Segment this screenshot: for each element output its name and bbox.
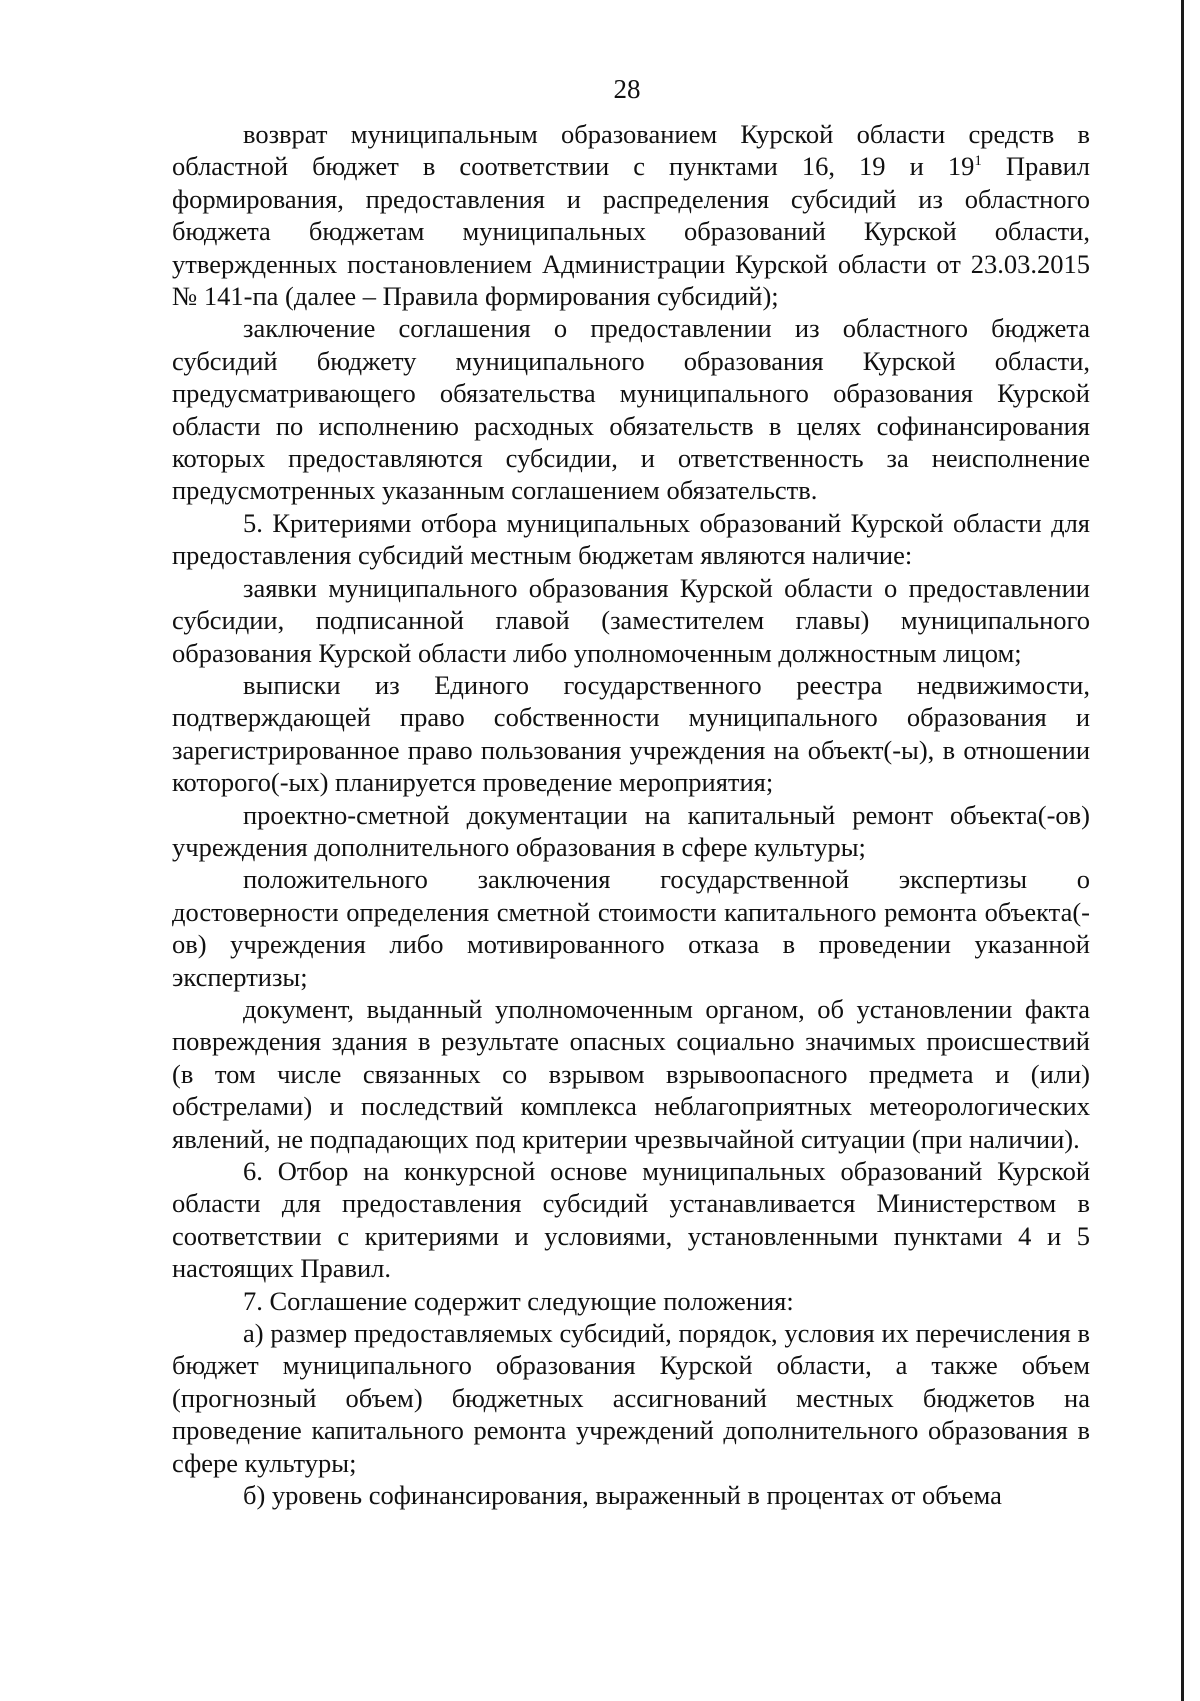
paragraph-11: а) размер предоставляемых субсидий, порядок, условия их перечисления в бюджет муниципального образования Курской области, а также объем (прогнозный объем) бюджетных ассигнований местных бюджетов на проведение капитального ремонта учреждений дополнительного образования в сфере культуры;: [172, 1318, 1090, 1478]
scan-edge-line: [1181, 0, 1184, 1701]
paragraph-8: документ, выданный уполномоченным органом, об установлении факта повреждения здания в результате опасных социально значимых происшествий (в том числе связанных со взрывом взрывоопасного предмета и (или) обстрелами) и последствий комплекса неблагоприятных метеорологических явлений, не подпадающих под критерии чрезвычайной ситуации (при наличии).: [172, 993, 1090, 1154]
paragraph-1-text: возврат муниципальным образованием Курской области средств в областной бюджет в соответствии с пунктами 16, 19 и 19: [172, 119, 1090, 182]
document-body: [172, 118, 1090, 1511]
paragraph-9: 6. Отбор на конкурсной основе муниципальных образований Курской области для предоставления субсидий устанавливается Министерством в соответствии с критериями и условиями, установленными пунктами 4 и 5 настоящих Правил.: [172, 1156, 1090, 1284]
paragraph-3: 5. Критериями отбора муниципальных образований Курской области для предоставления субсидий местным бюджетам являются наличие:: [172, 507, 1090, 571]
paragraph-2: заключение соглашения о предоставлении из областного бюджета субсидий бюджету муниципального образования Курской области, предусматривающего обязательства муниципального образования Курской области по исполнению расходных обязательств в целях софинансирования которых предоставляются субсидии, и ответственность за неисполнение предусмотренных указанным соглашением обязательств.: [172, 313, 1090, 506]
page-number: 28: [613, 74, 641, 104]
paragraph-4: заявки муниципального образования Курской области о предоставлении субсидии, подписанной главой (заместителем главы) муниципального образования Курской области либо уполномоченным должностным лицом;: [172, 572, 1090, 668]
paragraph-1-text-continued: Правил формирования, предоставления и распределения субсидий из областного бюджета бюджетам муниципальных образований Курской области, утвержденных постановлением Администрации Курской области от 23.03.2015 № 141-па (далее – Правила формирования субсидий);: [172, 151, 1090, 312]
paragraph-10: 7. Соглашение содержит следующие положения:: [243, 1285, 794, 1316]
paragraph-12: б) уровень софинансирования, выраженный в процентах от объема: [243, 1480, 1002, 1511]
footnote-superscript: 1: [974, 153, 982, 170]
paragraph-7: положительного заключения государственной экспертизы о достоверности определения сметной стоимости капитального ремонта объекта(-ов) учреждения либо мотивированного отказа в проведении указанной экспертизы;: [172, 864, 1090, 992]
paragraph-6: проектно-сметной документации на капитальный ремонт объекта(-ов) учреждения дополнительного образования в сфере культуры;: [172, 799, 1090, 862]
paragraph-5: выписки из Единого государственного реестра недвижимости, подтверждающей право собственности муниципального образования и зарегистрированное право пользования учреждения на объект(-ы), в отношении которого(-ых) планируется проведение мероприятия;: [172, 669, 1090, 798]
paragraph-1: [172, 118, 1090, 312]
